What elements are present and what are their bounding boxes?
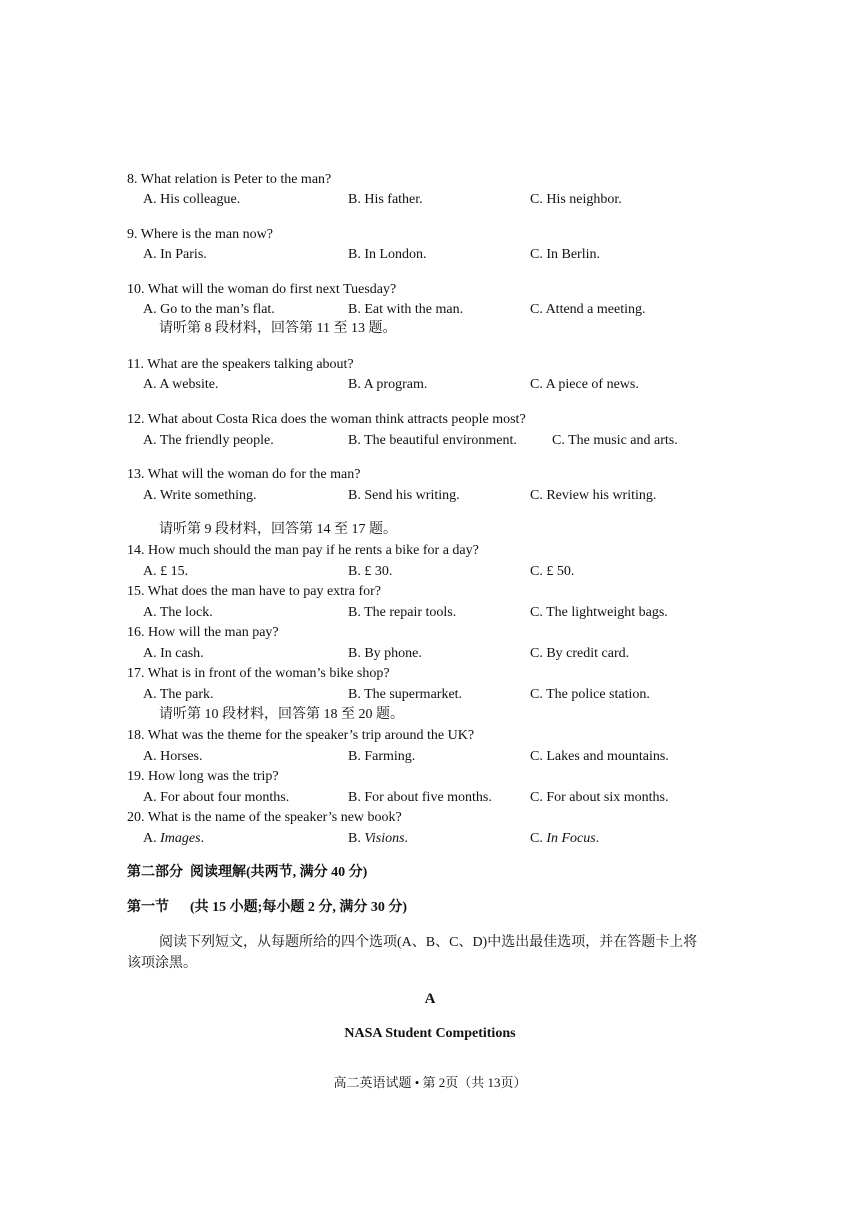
- q15-option-b: B. The repair tools.: [348, 605, 457, 620]
- q14-option-b: B. £ 30.: [348, 564, 393, 579]
- q16-option-b: B. By phone.: [348, 646, 422, 661]
- q12-option-b: B. The beautiful environment.: [348, 433, 517, 448]
- q11-option-c: C. A piece of news.: [530, 377, 639, 392]
- passage-title: NASA Student Competitions: [344, 1026, 516, 1041]
- q18-option-a: A. Horses.: [143, 749, 203, 764]
- question-12: 12. What about Costa Rica does the woman think attracts people most?: [127, 412, 526, 427]
- passage-letter: A: [424, 991, 436, 1007]
- q11-option-a: A. A website.: [143, 377, 219, 392]
- question-15: 15. What does the man have to pay extra for?: [127, 584, 381, 599]
- part2-heading: 第二部分 阅读理解(共两节, 满分 40 分): [127, 865, 368, 880]
- q19-option-a: A. For about four months.: [143, 790, 290, 805]
- q18-option-c: C. Lakes and mountains.: [530, 749, 669, 764]
- question-20: 20. What is the name of the speaker’s new book?: [127, 810, 402, 825]
- question-19: 19. How long was the trip?: [127, 769, 279, 784]
- question-10: 10. What will the woman do first next Tuesday?: [127, 282, 397, 297]
- question-16: 16. How will the man pay?: [127, 625, 279, 640]
- q14-option-a: A. £ 15.: [143, 564, 189, 579]
- q17-option-c: C. The police station.: [530, 687, 650, 702]
- section1-heading: 第一节 (共 15 小题;每小题 2 分, 满分 30 分): [127, 900, 407, 915]
- q15-option-a: A. The lock.: [143, 605, 213, 620]
- q9-option-a: A. In Paris.: [143, 247, 207, 262]
- q15-option-c: C. The lightweight bags.: [530, 605, 668, 620]
- q10-option-c: C. Attend a meeting.: [530, 302, 646, 317]
- section-note-9: 请听第 9 段材料，回答第 14 至 17 题。: [159, 522, 397, 537]
- instruction-line2: 该项涂黑。: [127, 956, 197, 971]
- page-footer: 高二英语试题 • 第 2页（共 13页）: [333, 1075, 527, 1090]
- instruction-line1: 阅读下列短文，从每题所给的四个选项(A、B、C、D)中选出最佳选项，并在答题卡上将: [159, 935, 698, 950]
- q8-option-b: B. His father.: [348, 192, 423, 207]
- q8-option-a: A. His colleague.: [143, 192, 241, 207]
- section-note-8: 请听第 8 段材料，回答第 11 至 13 题。: [159, 321, 397, 336]
- q10-option-a: A. Go to the man’s flat.: [143, 302, 275, 317]
- q9-option-b: B. In London.: [348, 247, 427, 262]
- q17-option-b: B. The supermarket.: [348, 687, 463, 702]
- question-9: 9. Where is the man now?: [127, 227, 273, 242]
- question-11: 11. What are the speakers talking about?: [127, 357, 354, 372]
- question-18: 18. What was the theme for the speaker’s trip around the UK?: [127, 728, 475, 743]
- section-note-10: 请听第 10 段材料，回答第 18 至 20 题。: [159, 707, 404, 722]
- q8-option-c: C. His neighbor.: [530, 192, 622, 207]
- q20-option-c: C. In Focus.: [530, 831, 600, 846]
- question-17: 17. What is in front of the woman’s bike shop?: [127, 666, 390, 681]
- q19-option-b: B. For about five months.: [348, 790, 492, 805]
- q16-option-c: C. By credit card.: [530, 646, 630, 661]
- q16-option-a: A. In cash.: [143, 646, 204, 661]
- q20-option-b: B. Visions.: [348, 831, 409, 846]
- question-13: 13. What will the woman do for the man?: [127, 467, 361, 482]
- question-14: 14. How much should the man pay if he rents a bike for a day?: [127, 543, 479, 558]
- q11-option-b: B. A program.: [348, 377, 428, 392]
- q12-option-c: C. The music and arts.: [552, 433, 678, 448]
- q13-option-b: B. Send his writing.: [348, 488, 460, 503]
- q20-option-a: A. Images.: [143, 831, 205, 846]
- q19-option-c: C. For about six months.: [530, 790, 669, 805]
- question-8: 8. What relation is Peter to the man?: [127, 172, 332, 187]
- q10-option-b: B. Eat with the man.: [348, 302, 464, 317]
- q13-option-a: A. Write something.: [143, 488, 257, 503]
- q12-option-a: A. The friendly people.: [143, 433, 274, 448]
- q13-option-c: C. Review his writing.: [530, 488, 657, 503]
- q17-option-a: A. The park.: [143, 687, 214, 702]
- q9-option-c: C. In Berlin.: [530, 247, 600, 262]
- q14-option-c: C. £ 50.: [530, 564, 575, 579]
- q18-option-b: B. Farming.: [348, 749, 416, 764]
